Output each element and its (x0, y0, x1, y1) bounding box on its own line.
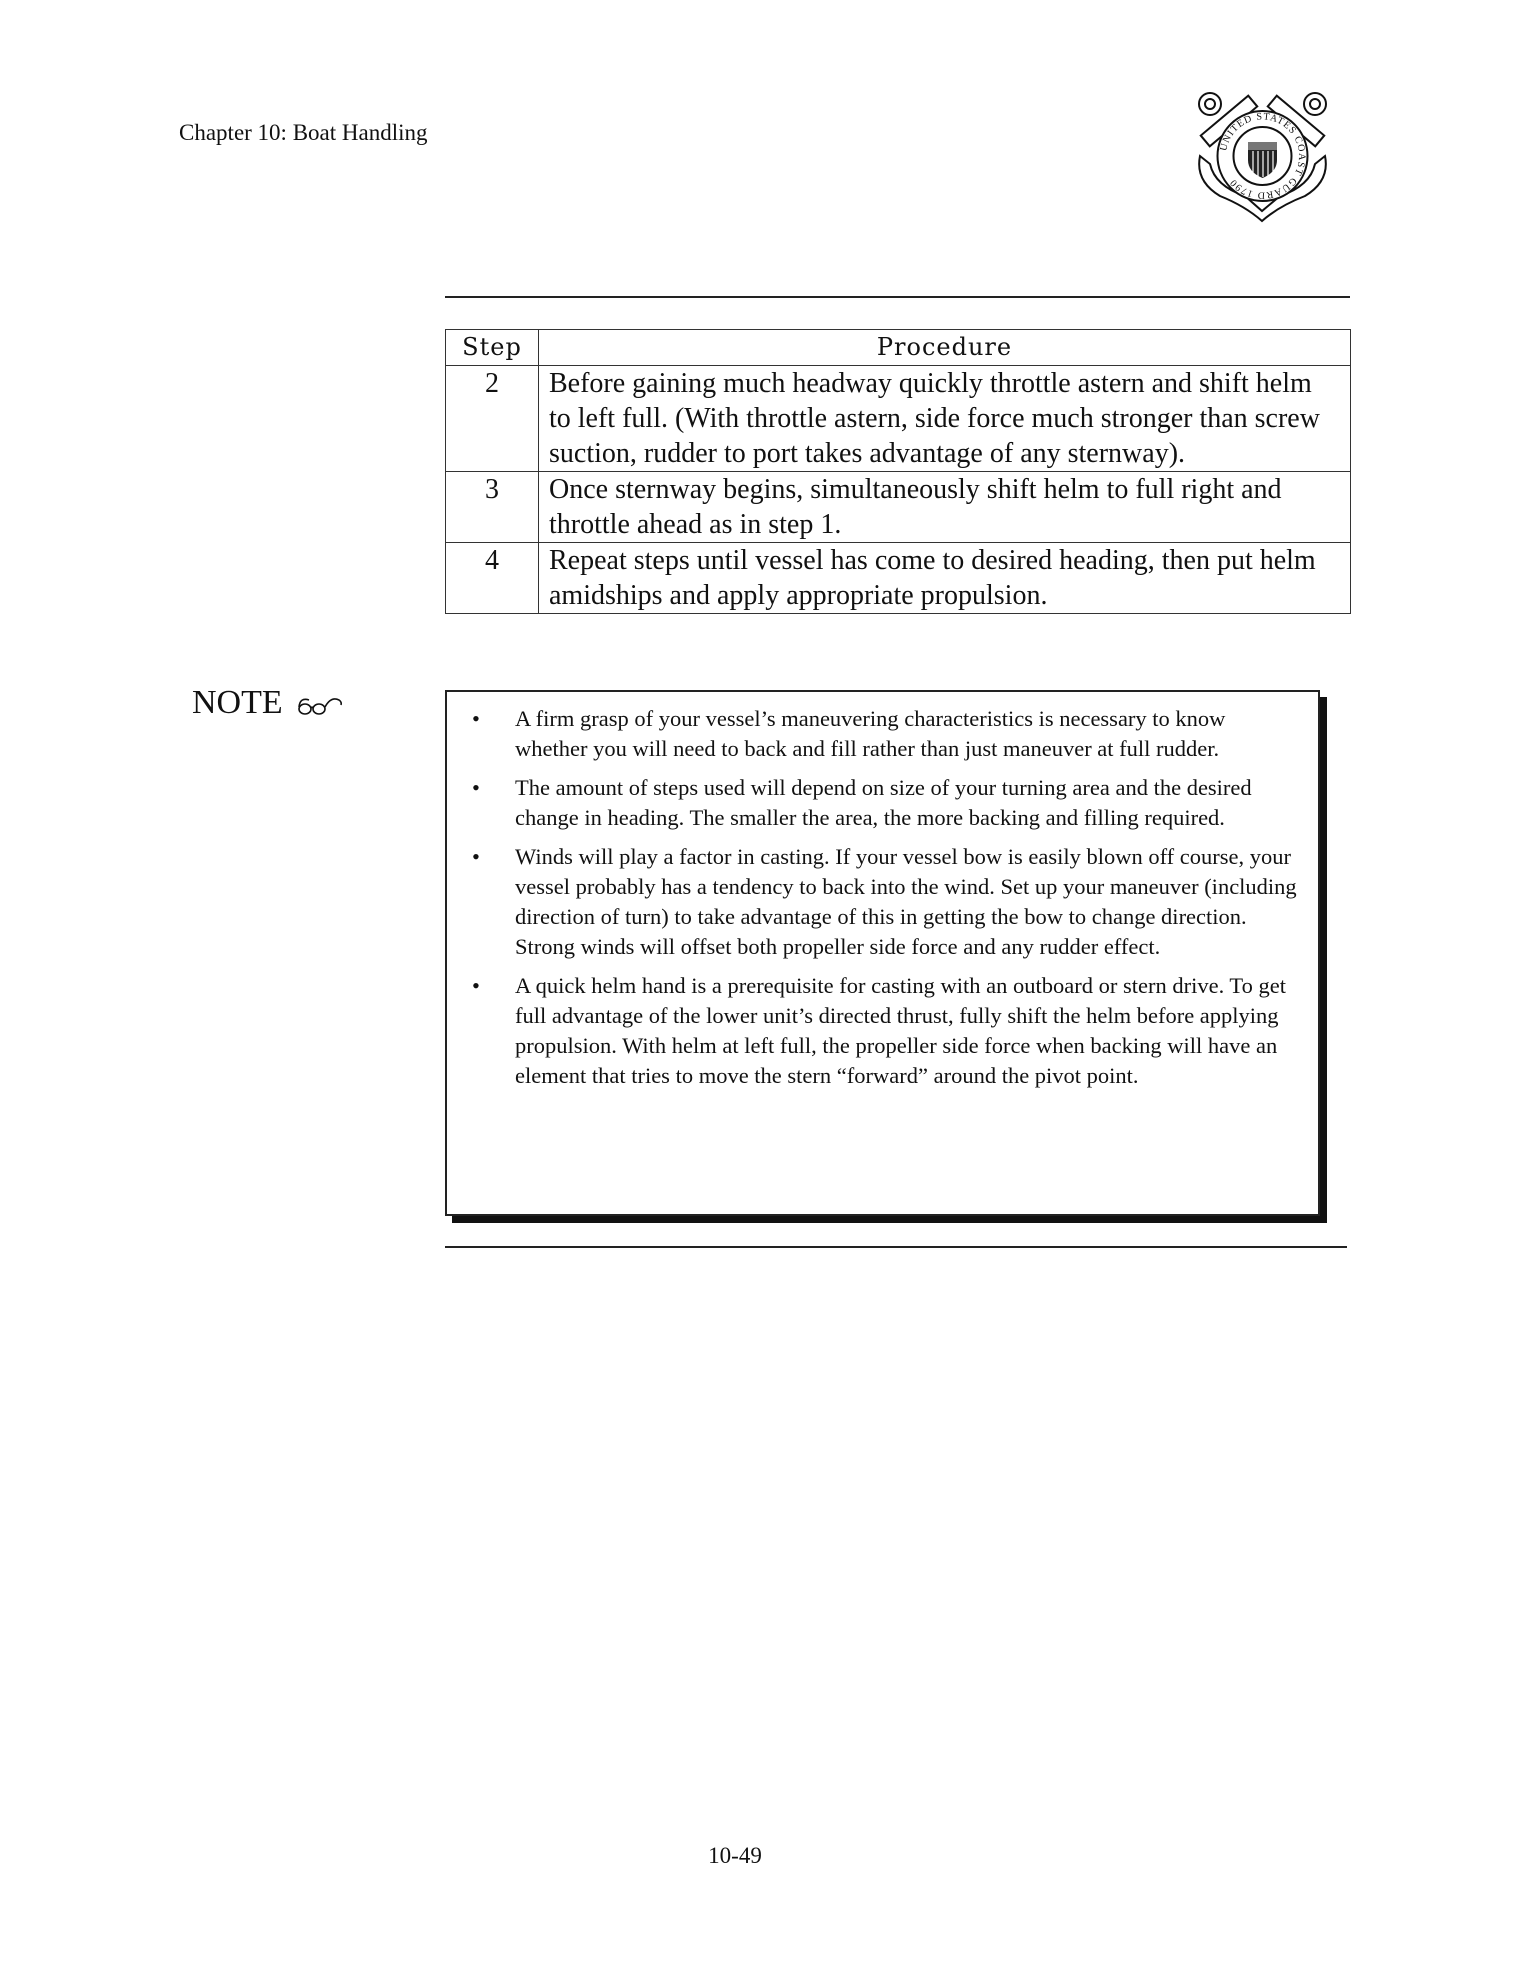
table-row (446, 472, 1351, 543)
eyeglasses-icon (297, 694, 343, 716)
coast-guard-seal-logo (1190, 86, 1335, 226)
chapter-header: Chapter 10: Boat Handling (179, 120, 428, 145)
procedure-column-header: Procedure (539, 330, 1351, 366)
svg-text:UNITED STATES COAST GUARD 1790: UNITED STATES COAST GUARD 1790 (1218, 111, 1308, 201)
note-item-text: A quick helm hand is a prerequisite for casting with an outboard or stern drive. To get full advantage of the lower unit’s directed thrust, fully shift the helm before applying propulsion. With helm at left full, the propeller side force when backing will have an element that tries to move the stern “forward” around the pivot point. (515, 973, 1286, 1088)
note-item (467, 704, 1298, 764)
note-item-text: The amount of steps used will depend on size of your turning area and the desired change in heading. The smaller the area, the more backing and filling required. (515, 775, 1252, 830)
step-number: 3 (446, 472, 539, 543)
bottom-divider (445, 1246, 1347, 1248)
note-item-text: Winds will play a factor in casting. If your vessel bow is easily blown off course, your vessel probably has a tendency to back into the wind. Set up your maneuver (including direction of turn) to take advantage of this in getting the bow to change direction. Strong winds will offset both propeller side force and any rudder effect. (515, 844, 1297, 959)
table-row (446, 543, 1351, 614)
note-item (467, 971, 1298, 1091)
procedure-text: Once sternway begins, simultaneously shift helm to full right and throttle ahead as in step 1. (539, 472, 1351, 543)
bullet: • (472, 706, 480, 731)
note-item (467, 773, 1298, 833)
bullet: • (472, 973, 480, 998)
note-label (192, 684, 343, 722)
page-number: 10-49 (708, 1843, 762, 1868)
note-box (445, 690, 1320, 1216)
procedure-table (445, 329, 1351, 614)
top-divider (445, 296, 1350, 298)
note-text: NOTE (192, 684, 283, 721)
table-row (446, 366, 1351, 472)
note-item-text: A firm grasp of your vessel’s maneuvering characteristics is necessary to know whether you will need to back and fill rather than just maneuver at full rudder. (515, 706, 1226, 761)
bullet: • (472, 775, 480, 800)
table-header-row (446, 330, 1351, 366)
bullet: • (472, 844, 480, 869)
procedure-text: Before gaining much headway quickly throttle astern and shift helm to left full. (With throttle astern, side force much stronger than screw suction, rudder to port takes advantage of any sternway). (539, 366, 1351, 472)
note-item (467, 842, 1298, 962)
step-number: 2 (446, 366, 539, 472)
step-number: 4 (446, 543, 539, 614)
step-column-header: Step (446, 330, 539, 366)
procedure-text: Repeat steps until vessel has come to desired heading, then put helm amidships and apply appropriate propulsion. (539, 543, 1351, 614)
